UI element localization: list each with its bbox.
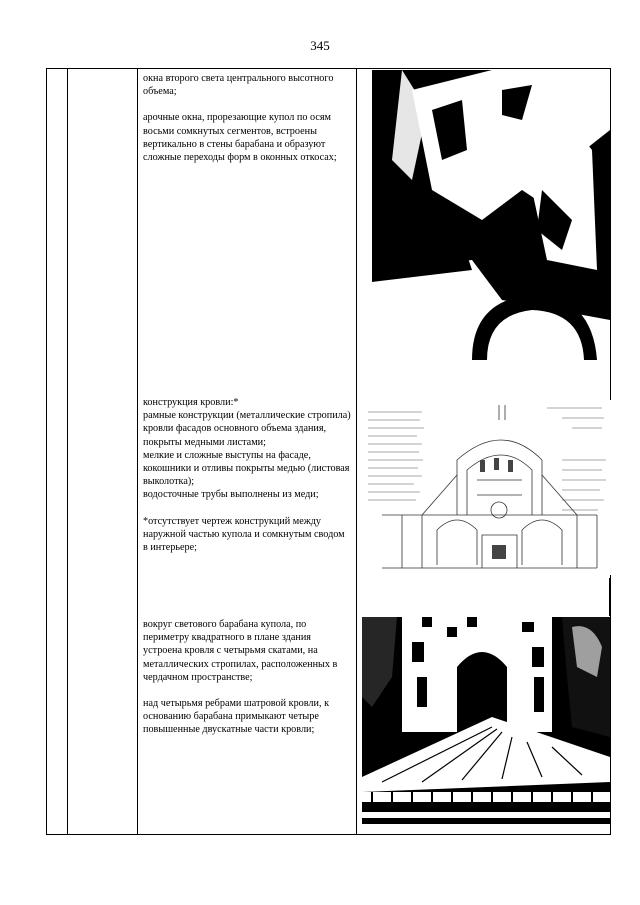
row-1-description (143, 72, 351, 164)
interior-dome-photo (372, 70, 610, 375)
row-3-description (143, 618, 351, 737)
paragraph: *отсутствует чертеж конструкций между наружной частью купола и сомкнутым сводом в интерьере; (143, 515, 345, 554)
page-number: 345 (310, 38, 330, 53)
section-drawing (362, 400, 612, 575)
column-divider-2 (137, 68, 138, 835)
paragraph: рамные конструкции (металлические стропила) кровли фасадов основного объема здания, покрыты медными листами; (143, 410, 351, 448)
paragraph: водосточные трубы выполнены из меди; (143, 489, 319, 501)
row-2-description (143, 396, 351, 554)
edge-mark (609, 578, 610, 616)
paragraph: над четырьмя ребрами шатровой кровли, к основанию барабана примыкают четыре повышенные двускатные части кровли; (143, 698, 330, 736)
paragraph: вокруг светового барабана купола, по периметру квадратного в плане здания устроена кровля с четырьмя скатами, на металлических стропилах, расположенных в чердачном пространстве; (143, 619, 338, 683)
column-divider-1 (67, 68, 68, 835)
paragraph: конструкция кровли:* (143, 397, 239, 408)
paragraph: окна второго света центрального высотного объема; (143, 73, 334, 98)
exterior-roof-photo (362, 617, 610, 829)
paragraph: арочные окна, прорезающие купол по осям восьми сомкнутых сегментов, встроены вертикально в стены барабана и образуют сложные переходы форм в оконных откосах; (143, 112, 337, 164)
paragraph: мелкие и сложные выступы на фасаде, кокошники и отливы покрыты медью (листовая выколотка); (143, 449, 350, 488)
column-divider-3 (356, 68, 357, 835)
